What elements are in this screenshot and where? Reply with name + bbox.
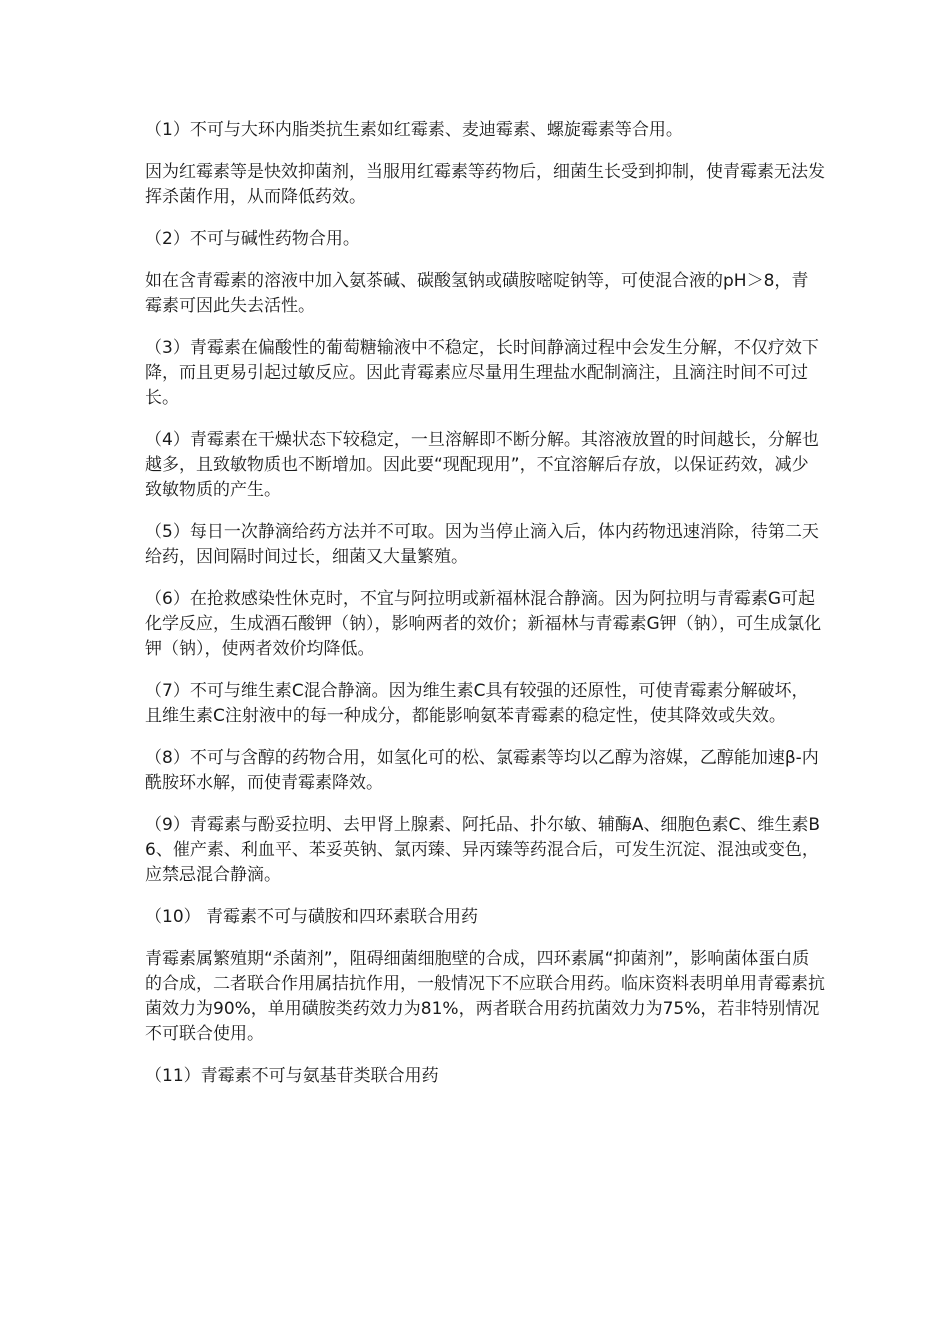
paragraph-2: 因为红霉素等是快效抑菌剂，当服用红霉素等药物后，细菌生长受到抑制，使青霉素无法发挥杀菌作用，从而降低药效。 <box>145 162 825 207</box>
paragraph-14: （11）青霉素不可与氨基苷类联合用药 <box>145 1066 439 1086</box>
paragraph-11: （9）青霉素与酚妥拉明、去甲肾上腺素、阿托品、扑尔敏、辅酶A、细胞色素C、维生素B6、催产素、利血平、苯妥英钠、氯丙臻、异丙臻等药混合后，可发生沉淀、混浊或变色，应禁忌混合静滴。 <box>145 815 820 885</box>
paragraph-4: 如在含青霉素的溶液中加入氨茶碱、碳酸氢钠或磺胺嘧啶钠等，可使混合液的pH＞8，青霉素可因此失去活性。 <box>145 271 809 316</box>
paragraph-7: （5）每日一次静滴给药方法并不可取。因为当停止滴入后，体内药物迅速消除，待第二天给药，因间隔时间过长，细菌又大量繁殖。 <box>145 522 819 567</box>
paragraph-5: （3）青霉素在偏酸性的葡萄糖输液中不稳定，长时间静滴过程中会发生分解，不仅疗效下降，而且更易引起过敏反应。因此青霉素应尽量用生理盐水配制滴注，且滴注时间不可过长。 <box>145 338 819 408</box>
paragraph-10: （8）不可与含醇的药物合用，如氢化可的松、氯霉素等均以乙醇为溶媒，乙醇能加速β-内酰胺环水解，而使青霉素降效。 <box>145 748 819 793</box>
paragraph-9: （7）不可与维生素C混合静滴。因为维生素C具有较强的还原性，可使青霉素分解破坏，且维生素C注射液中的每一种成分，都能影响氨苯青霉素的稳定性，使其降效或失效。 <box>145 681 809 726</box>
paragraph-8: （6）在抢救感染性休克时，不宜与阿拉明或新福林混合静滴。因为阿拉明与青霉素G可起化学反应，生成酒石酸钾（钠），影响两者的效价；新福林与青霉素G钾（钠），可生成氯化钾（钠），使两者效价均降低。 <box>145 589 822 659</box>
document-body <box>145 118 825 1106</box>
paragraph-1: （1）不可与大环内脂类抗生素如红霉素、麦迪霉素、螺旋霉素等合用。 <box>145 120 683 140</box>
paragraph-13: 青霉素属繁殖期“杀菌剂”，阻碍细菌细胞壁的合成，四环素属“抑菌剂”，影响菌体蛋白质的合成，二者联合作用属拮抗作用，一般情况下不应联合用药。临床资料表明单用青霉素抗菌效力为90%，单用磺胺类药效力为81%，两者联合用药抗菌效力为75%，若非特别情况不可联合使用。 <box>145 949 825 1044</box>
paragraph-6: （4）青霉素在干燥状态下较稳定，一旦溶解即不断分解。其溶液放置的时间越长，分解也越多，且致敏物质也不断增加。因此要“现配现用”，不宜溶解后存放，以保证药效，减少致敏物质的产生。 <box>145 430 819 500</box>
paragraph-3: （2）不可与碱性药物合用。 <box>145 229 360 249</box>
paragraph-12: （10） 青霉素不可与磺胺和四环素联合用药 <box>145 907 479 927</box>
